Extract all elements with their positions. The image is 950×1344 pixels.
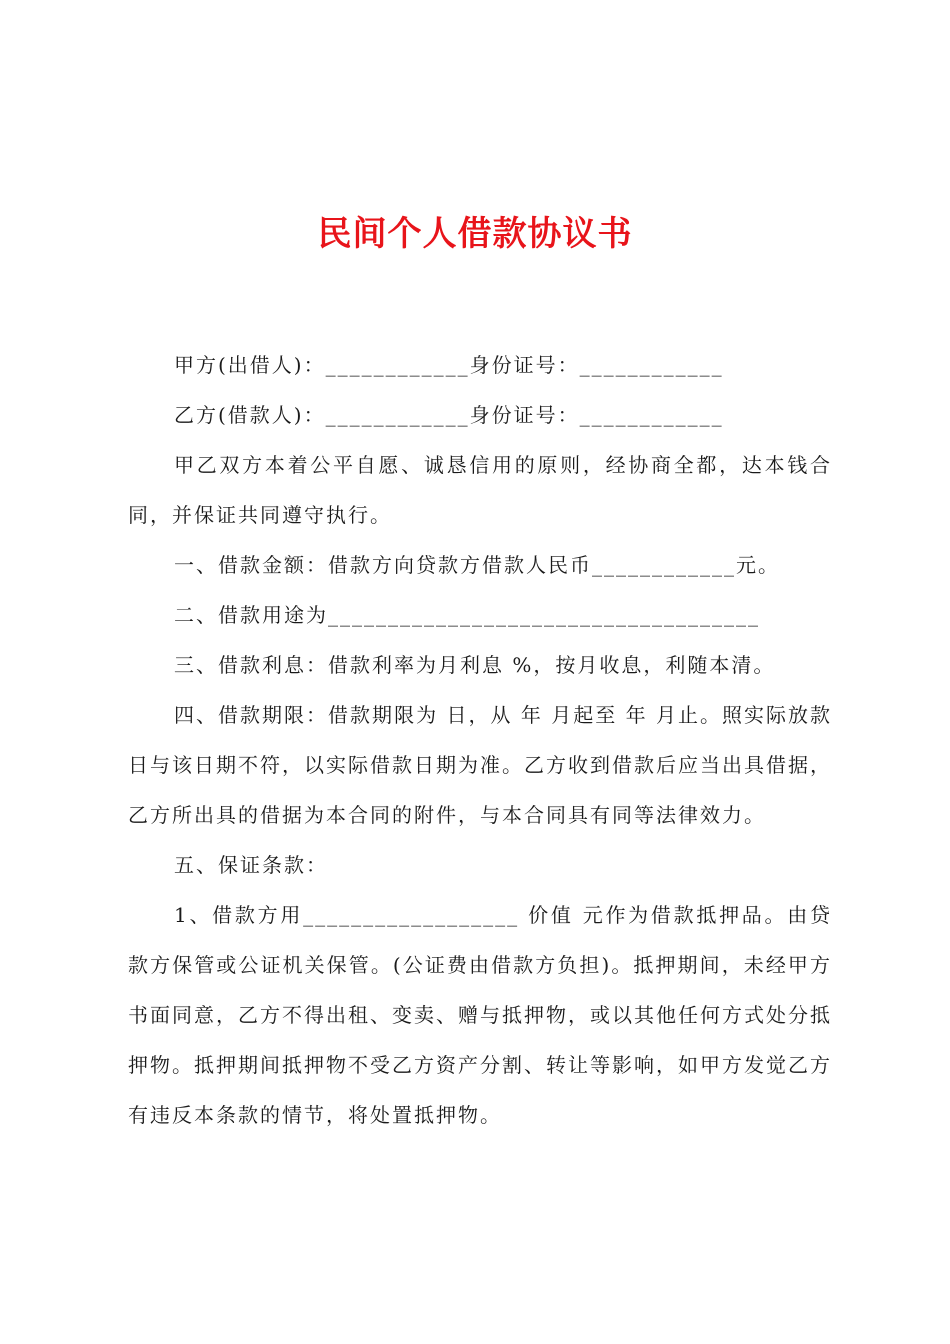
clause-loan-amount: 一、借款金额：借款方向贷款方借款人民币____________元。 [174,553,780,577]
clause-loan-purpose: 二、借款用途为____________________________________ [174,603,760,627]
party-a-line: 甲方(出借人)：____________身份证号：____________ [174,353,724,377]
document-title: 民间个人借款协议书 [317,214,633,254]
clause-loan-interest: 三、借款利息：借款利率为月利息 %，按月收息，利随本清。 [174,653,776,677]
clause-guarantee-item-1: 1、借款方用__________________ 价值 元作为借款抵押品。由贷款方保管或公证机关保管。(公证费由借款方负担)。抵押期间，未经甲方书面同意，乙方不得出租、变卖、赠与抵押物，或以其他任何方式处分抵押物。抵押期间抵押物不受乙方资产分割、转让等影响，如甲方发觉乙方有违反本条款的情节，将处置抵押物。 [128,903,832,1127]
preamble-paragraph: 甲乙双方本着公平自愿、诚恳信用的原则，经协商全都，达本钱合同，并保证共同遵守执行。 [128,453,832,527]
clause-loan-term: 四、借款期限：借款期限为 日，从 年 月起至 年 月止。照实际放款日与该日期不符，以实际借款日期为准。乙方收到借款后应当出具借据，乙方所出具的借据为本合同的附件，与本合同具有同等法律效力。 [128,703,832,827]
clause-guarantee-heading: 五、保证条款： [174,853,328,877]
document-body [128,340,832,1140]
party-b-line: 乙方(借款人)：____________身份证号：____________ [174,403,724,427]
